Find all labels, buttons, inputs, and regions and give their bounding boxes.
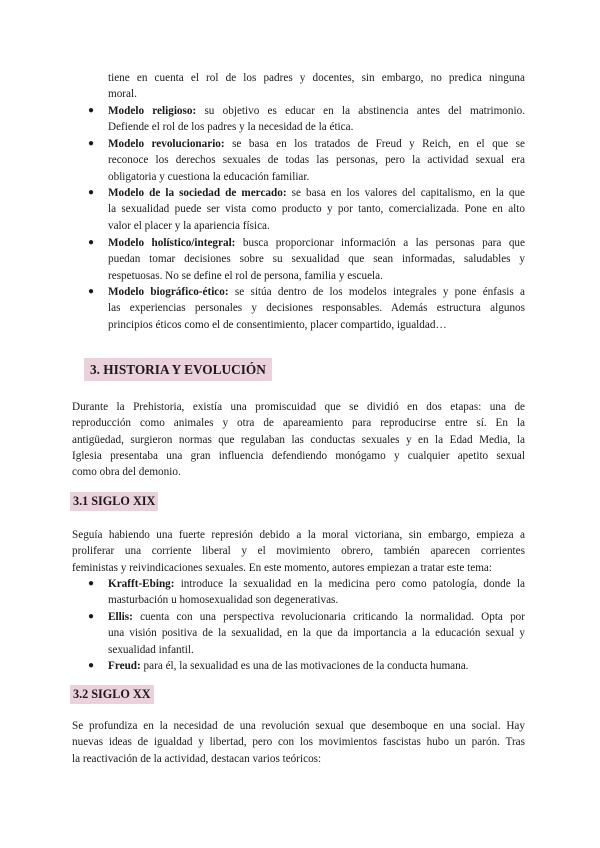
bullet-icon: ● — [88, 611, 95, 622]
model-sociedad-mercado: Modelo de la sociedad de mercado: se basa en los valores del capitalismo, en la que la sexualidad puede ser vista como producto y por tanto, comercializada. Pone en alto valor el placer y la apariencia física. — [108, 187, 526, 232]
author-ellis: Ellis: cuenta con una perspectiva revolucionaria criticando la normalidad. Opta por una visión positiva de la sexualidad, en la que da importancia a la educación sexual y sexualidad infantil. — [108, 611, 525, 656]
bullet-icon: ● — [88, 578, 95, 589]
section3-paragraph: Durante la Prehistoria, existía una promiscuidad que se dividió en dos etapas: una de reproducción como animales y otra de apareamiento para reproducirse entre sí. En la antigüedad, surgieron normas que regulaban las conductas sexuales y en la Edad Media, la Iglesia presentaba una gran influencia defendiendo monógamo y cualquier apetito sexual como obra del demonio. — [72, 401, 525, 479]
author-freud: Freud: para él, la sexualidad es una de las motivaciones de la conducta humana. — [108, 660, 469, 672]
bullet-icon: ● — [88, 187, 95, 198]
section32-paragraph: Se profundiza en la necesidad de una revolución sexual que desemboque en una social. Hay nuevas ideas de igualdad y libertad, pero con los movimientos fascistas hubo un parón. Tras la reactivación de la actividad, destacan varios teóricos: — [72, 720, 525, 765]
subsection-heading-siglo-xix: 3.1 SIGLO XIX — [70, 492, 158, 511]
bullet-icon: ● — [88, 660, 95, 671]
model-biografico-etico: Modelo biográfico-ético: se sitúa dentro de los modelos integrales y pone énfasis a las experiencias personales y decisiones responsables. Además estructura algunos principios éticos como el de consentimiento, placer compartido, igualdad… — [108, 286, 525, 331]
section-heading-historia: 3. HISTORIA Y EVOLUCIÓN — [84, 358, 272, 381]
model-revolucionario: Modelo revolucionario: se basa en los tratados de Freud y Reich, en el que se reconoce los derechos sexuales de todas las personas, pero la actividad sexual era obligatoria y cuestiona la educación familiar. — [108, 138, 525, 183]
bullet-icon: ● — [88, 237, 95, 248]
model-religioso: Modelo religioso: su objetivo es educar en la abstinencia antes del matrimonio. Defiende el rol de los padres y la necesidad de la ética. — [108, 105, 525, 134]
intro-continuation: tiene en cuenta el rol de los padres y docentes, sin embargo, no predica ninguna moral. — [108, 72, 525, 101]
section31-paragraph: Seguía habiendo una fuerte represión debido a la moral victoriana, sin embargo, empieza a proliferar una corriente liberal y el movimiento obrero, también aparecen corrientes feministas y reivindicaciones sexuales. En este momento, autores empiezan a tratar este tema: — [72, 529, 525, 574]
author-krafft-ebing: Krafft-Ebing: introduce la sexualidad en la medicina pero como patología, donde la masturbación u homosexualidad son degenerativas. — [108, 578, 525, 607]
bullet-icon: ● — [88, 138, 95, 149]
subsection-heading-siglo-xx: 3.2 SIGLO XX — [70, 685, 154, 704]
bullet-icon: ● — [88, 286, 95, 297]
model-holistico: Modelo holístico/integral: busca proporcionar información a las personas para que puedan tomar decisiones sobre su sexualidad que sean informadas, saludables y respetuosas. No se define el rol de persona, familia y escuela. — [108, 237, 525, 282]
bullet-icon: ● — [88, 105, 95, 116]
